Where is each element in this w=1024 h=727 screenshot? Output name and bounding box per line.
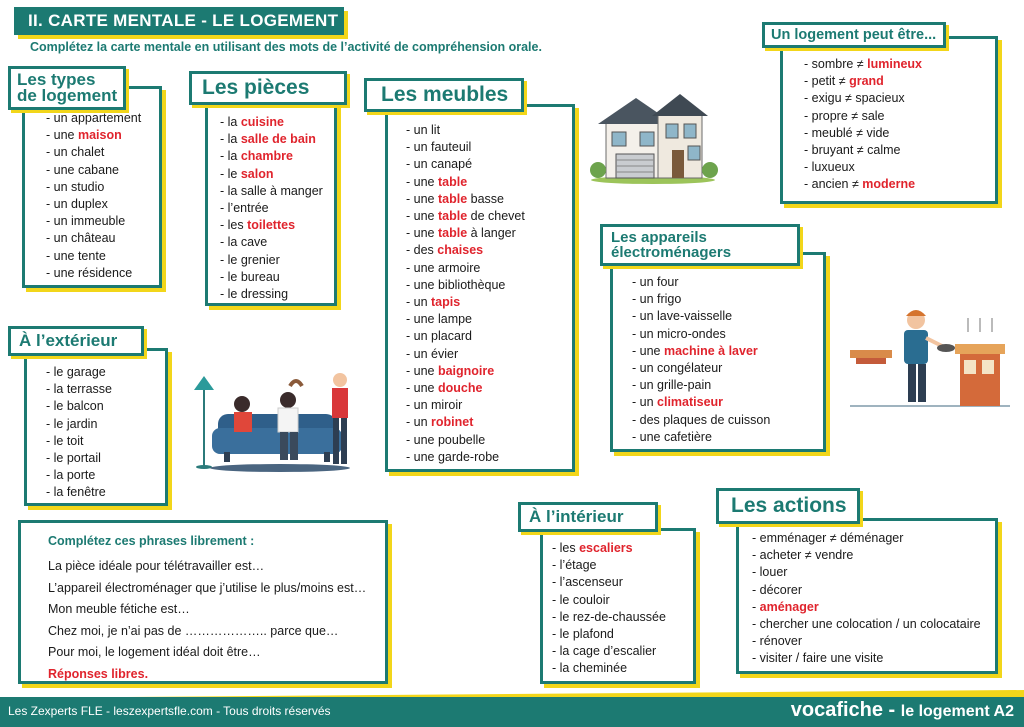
list-item — [220, 183, 323, 200]
list-item — [632, 326, 770, 343]
item-answer: table — [437, 226, 468, 241]
item-text: - rénover — [752, 634, 803, 649]
item-text: - une — [406, 381, 438, 396]
list-item — [406, 277, 525, 294]
list-item — [46, 248, 141, 265]
list-item — [752, 650, 981, 667]
list-item — [752, 564, 981, 581]
types-title-line2: de logement — [17, 86, 118, 105]
instruction-text: Complétez la carte mentale en utilisant des mots de l’activité de compréhension orale. — [30, 40, 542, 54]
footer-brand — [791, 699, 1014, 722]
list-item — [220, 131, 323, 148]
list-item — [552, 643, 666, 660]
list-item — [552, 660, 666, 677]
item-text: - le jardin — [46, 416, 98, 431]
phrases-answer: Réponses libres. — [48, 666, 149, 681]
types-list — [46, 110, 141, 282]
item-answer: cuisine — [240, 115, 284, 129]
list-item — [632, 412, 770, 429]
item-text: - — [752, 599, 760, 614]
footer-brand-sub: le logement A2 — [900, 703, 1014, 720]
sofa-illustration — [190, 366, 370, 476]
exterieur-title: À l’extérieur — [8, 326, 144, 356]
item-text: - le portail — [46, 451, 101, 466]
item-text: - le balcon — [46, 399, 104, 414]
item-text: - propre ≠ sale — [804, 108, 885, 123]
list-item — [632, 394, 770, 411]
list-item — [46, 364, 112, 381]
item-answer: salle de bain — [240, 132, 316, 147]
list-item — [406, 397, 525, 414]
item-text: - la cage d’escalier — [552, 644, 657, 659]
item-text: - la porte — [46, 468, 96, 483]
list-item — [220, 252, 323, 269]
item-answer: chaises — [437, 243, 484, 258]
list-item — [804, 142, 922, 159]
item-answer: machine à laver — [663, 343, 758, 358]
appareils-title — [600, 224, 800, 266]
house-illustration — [588, 84, 718, 184]
item-answer: maison — [77, 128, 122, 143]
list-item — [46, 484, 112, 501]
page-title: II. CARTE MENTALE - LE LOGEMENT — [14, 7, 344, 35]
item-text: - les — [552, 541, 580, 555]
list-item — [406, 414, 525, 431]
item-text: - un frigo — [632, 292, 682, 307]
list-item — [46, 110, 141, 127]
interieur-list — [552, 540, 666, 678]
list-item — [804, 159, 922, 176]
item-text: - une bibliothèque — [406, 277, 506, 292]
item-text: - un chalet — [46, 145, 105, 160]
list-item — [46, 265, 141, 282]
item-text: - la cave — [220, 235, 268, 250]
item-text: - le toit — [46, 433, 84, 448]
item-text: - des plaques de cuisson — [632, 412, 771, 427]
meubles-title: Les meubles — [364, 78, 524, 112]
list-item — [406, 174, 525, 191]
item-text: - une tente — [46, 248, 106, 263]
list-item — [552, 557, 666, 574]
item-text: - acheter ≠ vendre — [752, 548, 854, 563]
list-item — [220, 114, 323, 131]
list-item — [632, 343, 770, 360]
appareils-title-line2: électroménagers — [611, 244, 732, 261]
item-text: - un placard — [406, 329, 473, 344]
list-item — [46, 179, 141, 196]
item-text: - chercher une colocation / un colocataire — [752, 617, 981, 632]
phrase-line: L’appareil électroménager que j’utilise le plus/moins est… — [48, 580, 367, 595]
list-item — [46, 127, 141, 144]
item-text: - une — [406, 226, 438, 241]
list-item — [632, 308, 770, 325]
item-text: - visiter / faire une visite — [752, 651, 884, 666]
item-text: - emménager ≠ déménager — [752, 531, 904, 545]
list-item — [220, 200, 323, 217]
exterieur-list — [46, 364, 112, 502]
item-text: - un micro-ondes — [632, 326, 726, 341]
list-item — [406, 208, 525, 225]
item-text: - ancien ≠ — [804, 177, 863, 192]
item-text: - louer — [752, 565, 788, 580]
item-answer: table — [437, 174, 468, 189]
list-item — [46, 213, 141, 230]
pieces-title: Les pièces — [189, 71, 347, 105]
list-item — [46, 230, 141, 247]
list-item — [406, 156, 525, 173]
footer-brand-main: vocafiche - — [790, 699, 901, 721]
item-text: - le — [220, 166, 241, 181]
item-answer: aménager — [759, 599, 819, 614]
item-answer: salon — [240, 166, 274, 181]
item-text: - un congélateur — [632, 361, 723, 376]
list-item — [46, 416, 112, 433]
item-text: - un — [406, 295, 432, 310]
item-text: - le bureau — [220, 269, 280, 284]
phrase-line: Mon meuble fétiche est… — [48, 602, 190, 616]
item-answer: climatiseur — [657, 395, 724, 410]
item-text: - un évier — [406, 346, 459, 361]
list-item — [752, 599, 981, 616]
item-text: - luxueux — [804, 160, 855, 175]
item-text: - une — [406, 174, 438, 189]
item-text: - un fauteuil — [406, 140, 472, 155]
item-text: - une résidence — [46, 265, 133, 280]
item-text: - le garage — [46, 365, 106, 379]
item-text: - le rez-de-chaussée — [552, 609, 666, 624]
item-text: - une — [406, 209, 438, 224]
list-item — [220, 217, 323, 234]
list-item — [804, 56, 922, 73]
footer-credits: Les Zexperts FLE - leszexpertsfle.com - Tous droits réservés — [8, 704, 331, 718]
list-item — [220, 166, 323, 183]
item-text-after: basse — [467, 191, 504, 206]
item-text-after: de chevet — [467, 209, 525, 224]
list-item — [552, 540, 666, 557]
phrase-line: Pour moi, le logement idéal doit être… — [48, 645, 261, 659]
list-item — [220, 148, 323, 165]
item-answer: tapis — [431, 295, 461, 310]
item-text: - bruyant ≠ calme — [804, 143, 901, 158]
list-item — [406, 346, 525, 363]
meubles-list — [406, 122, 525, 466]
pieces-list — [220, 114, 323, 303]
list-item — [752, 616, 981, 633]
list-item — [220, 269, 323, 286]
list-item — [804, 73, 922, 90]
list-item — [406, 449, 525, 466]
item-text: - un duplex — [46, 197, 108, 212]
item-answer: robinet — [431, 415, 474, 430]
footer — [0, 697, 1024, 727]
item-answer: douche — [437, 381, 483, 396]
item-text: - le plafond — [552, 627, 614, 642]
item-text: - le dressing — [220, 287, 289, 302]
item-text: - décorer — [752, 582, 803, 597]
item-text: - la — [220, 132, 241, 147]
list-item — [752, 530, 981, 547]
list-item — [752, 633, 981, 650]
item-text: - la terrasse — [46, 382, 112, 397]
item-text: - un château — [46, 231, 116, 246]
item-text: - l’entrée — [220, 201, 269, 216]
list-item — [406, 139, 525, 156]
list-item — [406, 122, 525, 139]
item-text: - l’étage — [552, 558, 597, 573]
list-item — [632, 377, 770, 394]
phrase-line: Chez moi, je n’ai pas de ……………….. parce que… — [48, 623, 339, 638]
list-item — [752, 582, 981, 599]
list-item — [46, 144, 141, 161]
item-text: - une cafetière — [632, 429, 712, 444]
item-text: - un four — [632, 275, 679, 289]
list-item — [406, 363, 525, 380]
phrase-line: La pièce idéale pour télétravailler est… — [48, 559, 265, 573]
list-item — [46, 433, 112, 450]
list-item — [406, 311, 525, 328]
list-item — [46, 450, 112, 467]
list-item — [406, 191, 525, 208]
item-answer: moderne — [862, 177, 916, 192]
actions-list — [752, 530, 981, 668]
item-text: - un grille-pain — [632, 378, 712, 393]
item-text: - une — [632, 343, 664, 358]
item-text: - les — [220, 218, 248, 233]
phrases-title: Complétez ces phrases librement : — [48, 534, 255, 548]
item-text: - la fenêtre — [46, 485, 106, 500]
actions-title: Les actions — [716, 488, 860, 524]
list-item — [406, 432, 525, 449]
item-text: - un immeuble — [46, 214, 126, 229]
item-answer: grand — [849, 74, 884, 89]
list-item — [752, 547, 981, 564]
item-text: - la cheminée — [552, 661, 628, 676]
list-item — [46, 162, 141, 179]
item-text: - la — [220, 149, 241, 164]
list-item — [406, 328, 525, 345]
item-text: - le couloir — [552, 592, 610, 607]
list-item — [220, 234, 323, 251]
list-item — [632, 291, 770, 308]
item-text: - exigu ≠ spacieux — [804, 91, 905, 106]
list-item — [804, 176, 922, 193]
list-item — [804, 90, 922, 107]
item-text: - un appartement — [46, 111, 142, 125]
list-item — [406, 380, 525, 397]
list-item — [46, 467, 112, 484]
item-text: - le grenier — [220, 252, 280, 267]
types-title-line1: Les types — [17, 70, 96, 89]
list-item — [804, 125, 922, 142]
item-answer: escaliers — [579, 541, 633, 555]
kitchen-illustration — [850, 300, 1010, 410]
item-text: - l’ascenseur — [552, 575, 623, 590]
item-text: - un canapé — [406, 157, 473, 172]
list-item — [804, 108, 922, 125]
item-text: - une poubelle — [406, 432, 486, 447]
list-item — [46, 398, 112, 415]
phrases-lines — [48, 556, 366, 685]
list-item — [406, 225, 525, 242]
peut-etre-list — [804, 56, 922, 194]
list-item — [552, 574, 666, 591]
item-text: - une lampe — [406, 312, 473, 327]
item-text: - une — [46, 128, 78, 143]
item-answer: toilettes — [247, 218, 296, 233]
item-text: - une armoire — [406, 260, 481, 275]
appareils-list — [632, 274, 770, 446]
item-answer: chambre — [240, 149, 293, 164]
interieur-title: À l’intérieur — [518, 502, 658, 532]
item-text: - meublé ≠ vide — [804, 125, 890, 140]
item-text: - une cabane — [46, 162, 119, 177]
item-text: - un — [406, 415, 432, 430]
item-text: - un studio — [46, 179, 105, 194]
list-item — [632, 360, 770, 377]
list-item — [632, 429, 770, 446]
list-item — [406, 242, 525, 259]
list-item — [552, 592, 666, 609]
item-text: - une — [406, 363, 438, 378]
item-text-after: à langer — [467, 226, 516, 241]
list-item — [632, 274, 770, 291]
item-text: - petit ≠ — [804, 74, 850, 89]
list-item — [46, 381, 112, 398]
item-text: - la salle à manger — [220, 183, 323, 198]
appareils-title-line1: Les appareils — [611, 229, 707, 246]
item-answer: table — [437, 209, 468, 224]
list-item — [552, 626, 666, 643]
item-text: - des — [406, 243, 438, 258]
item-text: - un miroir — [406, 398, 463, 413]
item-text: - un lit — [406, 123, 441, 137]
item-text: - sombre ≠ — [804, 57, 868, 71]
item-text: - la — [220, 115, 241, 129]
item-text: - un lave-vaisselle — [632, 309, 733, 324]
list-item — [406, 294, 525, 311]
list-item — [46, 196, 141, 213]
peut-etre-title: Un logement peut être... — [762, 22, 946, 48]
item-text: - un — [632, 395, 658, 410]
item-answer: table — [437, 191, 468, 206]
list-item — [220, 286, 323, 303]
item-answer: baignoire — [437, 363, 495, 378]
item-text: - une — [406, 191, 438, 206]
list-item — [552, 609, 666, 626]
types-title — [8, 66, 126, 110]
item-text: - une garde-robe — [406, 449, 500, 464]
item-answer: lumineux — [867, 57, 922, 71]
list-item — [406, 260, 525, 277]
